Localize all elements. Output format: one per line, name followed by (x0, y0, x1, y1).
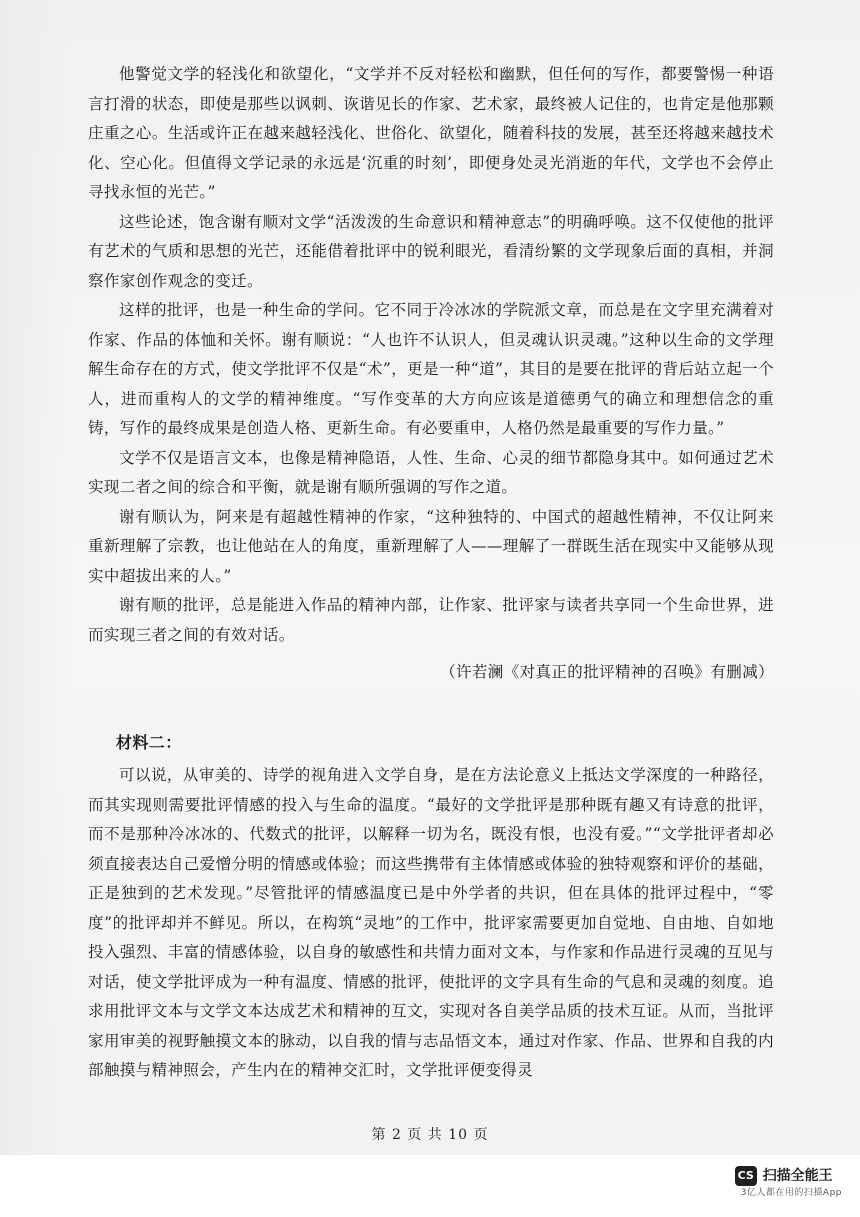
source-citation: （许若澜《对真正的批评精神的召唤》有删减） (440, 663, 774, 681)
bottom-band (0, 1155, 860, 1217)
scan-shadow (0, 0, 70, 1155)
paragraph-5: 谢有顺认为，阿来是有超越性精神的作家，“这种独特的、中国式的超越性精神，不仅让阿来重新理解了宗教，也让他站在人的角度，重新理解了人——理解了一群既生活在现实中又能够从现实中超拔出来的人。” (88, 507, 774, 585)
paragraph-4: 文学不仅是语言文本，也像是精神隐语，人性、生命、心灵的细节都隐身其中。如何通过艺术实现二者之间的综合和平衡，就是谢有顺所强调的写作之道。 (88, 448, 774, 496)
material-2-paragraph: 可以说，从审美的、诗学的视角进入文学自身，是在方法论意义上抵达文学深度的一种路径，而其实现则需要批评情感的投入与生命的温度。“最好的文学批评是那种既有趣又有诗意的批评，而不是那种冷冰冰的、代数式的批评，以解释一切为名，既没有恨，也没有爱。”“文学批评者却必须直接表达自己爱憎分明的情感或体验；而这些携带有主体情感或体验的独特观察和评价的基础，正是独到的艺术发现。”尽管批评的情感温度已是中外学者的共识，但在具体的批评过程中，“零度”的批评却并不鲜见。所以，在构筑“灵地”的工作中，批评家需要更加自觉地、自由地、自如地投入强烈、丰富的情感体验，以自身的敏感性和共情力面对文本，与作家和作品进行灵魂的互见与对话，使文学批评成为一种有温度、情感的批评，使批评的文字具有生命的气息和灵魂的刻度。追求用批评文本与文学文本达成艺术和精神的互文，实现对各自美学品质的技术互证。从而，当批评家用审美的视野触摸文本的脉动，以自我的情与志品悟文本，通过对作家、作品、世界和自我的内部触摸与精神照会，产生内在的精神交汇时，文学批评便变得灵 (88, 766, 774, 1079)
scanner-watermark (735, 1166, 842, 1200)
paragraph-1: 他警觉文学的轻浅化和欲望化，“文学并不反对轻松和幽默，但任何的写作，都要警惕一种语言打滑的状态，即使是那些以讽刺、诙谐见长的作家、艺术家，最终被人记住的，也肯定是他那颗庄重之心。生活或许正在越来越轻浅化、世俗化、欲望化，随着科技的发展，甚至还将越来越技术化、空心化。但值得文学记录的永远是‘沉重的时刻’，即便身处灵光消逝的年代，文学也不会停止寻找永恒的光芒。” (88, 65, 774, 201)
material-2-heading: 材料二： (116, 732, 182, 752)
watermark-subtitle: 3亿人都在用的扫描App (740, 1188, 842, 1198)
paragraph-2: 这些论述，饱含谢有顺对文学“活泼泼的生命意识和精神意志”的明确呼唤。这不仅使他的批评有艺术的气质和思想的光芒，还能借着批评中的锐利眼光，看清纷繁的文学现象后面的真相，并洞察作家创作观念的变迁。 (88, 212, 774, 290)
paragraph-3: 这样的批评，也是一种生命的学问。它不同于冷冰冰的学院派文章，而总是在文字里充满着对作家、作品的体恤和关怀。谢有顺说：“人也许不认识人，但灵魂认识灵魂。”这种以生命的文学理解生命存在的方式，使文学批评不仅是“术”，更是一种“道”，其目的是要在批评的背后站立起一个人，进而重构人的文学的精神维度。“写作变革的大方向应该是道德勇气的确立和理想信念的重铸，写作的最终成果是创造人格、更新生命。有必要重申，人格仍然是最重要的写作力量。” (88, 301, 774, 437)
watermark-title: 扫描全能王 (762, 1168, 833, 1184)
camscanner-logo-icon: CS (735, 1166, 757, 1186)
page-number: 第 2 页 共 10 页 (371, 1127, 489, 1143)
paragraph-6: 谢有顺的批评，总是能进入作品的精神内部，让作家、批评家与读者共享同一个生命世界，进而实现三者之间的有效对话。 (88, 596, 774, 644)
document-body (88, 60, 774, 1086)
